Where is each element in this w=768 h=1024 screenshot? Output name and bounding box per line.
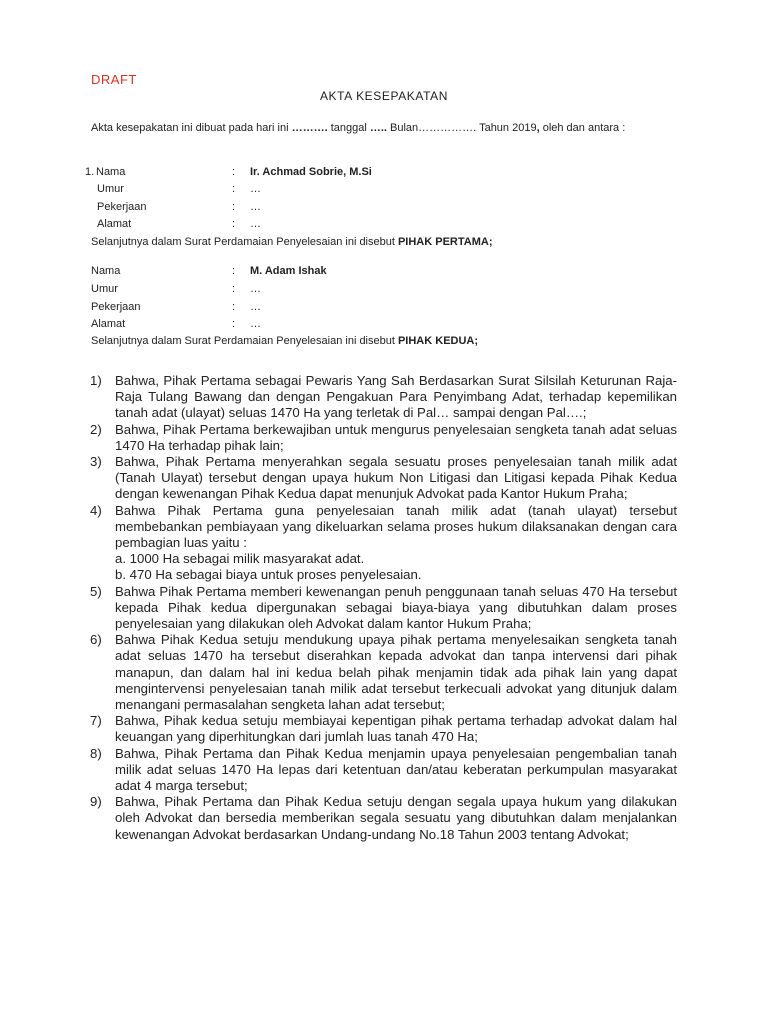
- party-1-umur-row: [0, 180, 768, 198]
- party-2-umur-value: …: [250, 283, 261, 295]
- clause-text: Bahwa, Pihak Pertama menyerahkan segala sesuatu proses penyelesaian tanah milik adat (Tanah Ulayat) tersebut dengan upaya hukum Non Litigasi dan Litigasi kepada Pihak Kedua dengan kewenangan Pihak Kedua dapat menunjuk Advokat pada Kantor Hukum Praha;: [115, 454, 677, 502]
- clause-number: 6): [90, 632, 102, 648]
- clause-number: 8): [90, 745, 102, 761]
- clause-9: [90, 794, 677, 843]
- party-1-number: 1.: [85, 166, 95, 178]
- party-2-nama-label: Nama: [91, 265, 121, 277]
- party-1-pekerjaan-value: …: [250, 201, 261, 213]
- clause-6: [90, 632, 677, 713]
- party-2-alamat-colon: :: [232, 318, 236, 330]
- clause-number: 7): [90, 713, 102, 729]
- clause-text: Bahwa, Pihak kedua setuju membiayai kepentigan pihak pertama terhadap advokat dalam hal keuangan yang diperhitungkan dari jumlah luas tanah 470 Ha;: [115, 713, 677, 745]
- party-1-alamat-value: …: [250, 218, 261, 230]
- party-2-pekerjaan-row: [0, 298, 768, 316]
- clause-2: [90, 422, 677, 454]
- clause-text: Bahwa, Pihak Pertama dan Pihak Kedua menjamin upaya penyelesaian pengembalian tanah milik adat seluas 1470 Ha lepas dari ketentuan dan/atau keberatan perkumpulan masyarakat adat 4 marga tersebut;: [115, 745, 677, 794]
- party-1-alamat-colon: :: [232, 218, 236, 230]
- party-2-alamat-row: [0, 315, 768, 333]
- intro-text-3: Bulan……………. Tahun 2019: [386, 122, 537, 134]
- clause-number: 2): [90, 421, 102, 437]
- party-2-designation-text: Selanjutnya dalam Surat Perdamaian Penyelesaian ini disebut: [91, 335, 398, 347]
- clause-number: 4): [90, 502, 102, 518]
- clause-text: Bahwa Pihak Kedua setuju mendukung upaya pihak pertama menyelesaikan sengketa tanah adat seluas 1470 ha tersebut diserahkan kepada advokat dan tanpa intervensi dari pihak manapun, dan dalam hal ini kedua belah pihak menjamin tidak ada pihak lain yang dapat mengintervensi penyelesaian tanah milik adat tersebut terkecuali advokat yang ditunjuk dalam menangani permasalahan sengketa lahan adat tersebut;: [115, 632, 677, 713]
- party-2-umur-colon: :: [232, 283, 236, 295]
- party-2-nama-colon: :: [232, 265, 236, 277]
- party-2-pekerjaan-value: …: [250, 301, 261, 313]
- document-title: AKTA KESEPAKATAN: [319, 89, 449, 103]
- intro-text-2: tanggal: [327, 122, 370, 134]
- intro-comma: ,: [536, 122, 540, 134]
- party-2-pekerjaan-colon: :: [232, 301, 236, 313]
- party-1-umur-value: …: [250, 183, 261, 195]
- party-1-designation-bold: PIHAK PERTAMA;: [397, 236, 493, 248]
- clause-5: [90, 584, 677, 633]
- clause-3: [90, 454, 677, 503]
- clause-7: [90, 713, 677, 745]
- party-2-nama-row: [0, 262, 768, 280]
- party-2-umur-row: [0, 280, 768, 298]
- draft-label: DRAFT: [91, 72, 137, 87]
- clause-4-sub-a: a. 1000 Ha sebagai milik masyarakat adat.: [115, 551, 365, 567]
- party-1-nama-colon: :: [232, 166, 236, 178]
- clause-number: 9): [90, 794, 102, 810]
- intro-blank-date: …..: [369, 122, 387, 134]
- party-1-designation: [91, 236, 492, 248]
- party-2-alamat-value: …: [250, 318, 261, 330]
- intro-text-4: oleh dan antara :: [539, 122, 626, 134]
- party-2-alamat-label: Alamat: [91, 318, 126, 330]
- party-1-nama-row: [0, 163, 768, 181]
- party-2-designation-bold: PIHAK KEDUA;: [397, 335, 479, 347]
- party-1-alamat-row: [0, 215, 768, 233]
- clause-list: [90, 373, 677, 843]
- party-1-designation-text: Selanjutnya dalam Surat Perdamaian Penyelesaian ini disebut: [91, 236, 398, 248]
- party-1-umur-colon: :: [232, 183, 236, 195]
- clause-text: Bahwa, Pihak Pertama sebagai Pewaris Yang Sah Berdasarkan Surat Silsilah Keturunan Raja-Raja Tulang Bawang dan dengan Pengakuan Para Penyimbang Adat, terhadap kepemilikan tanah adat (ulayat) seluas 1470 Ha yang terletak di Pal… sampai dengan Pal….;: [115, 373, 677, 421]
- party-1-umur-label: Umur: [97, 183, 124, 195]
- intro-paragraph: [91, 120, 679, 137]
- clause-4-sub-b: b. 470 Ha sebagai biaya untuk proses penyelesaian.: [115, 567, 422, 583]
- party-2-designation: [91, 335, 478, 347]
- party-1-pekerjaan-label: Pekerjaan: [97, 201, 147, 213]
- party-1-nama-value: Ir. Achmad Sobrie, M.Si: [250, 166, 372, 178]
- intro-blank-day: ……….: [291, 122, 328, 134]
- clause-8: [90, 746, 677, 795]
- clause-1: [90, 373, 677, 422]
- intro-text-1: Akta kesepakatan ini dibuat pada hari ini: [91, 122, 292, 134]
- party-2-pekerjaan-label: Pekerjaan: [91, 301, 141, 313]
- clause-text: Bahwa, Pihak Pertama berkewajiban untuk mengurus penyelesaian sengketa tanah adat seluas 1470 Ha terhadap pihak lain;: [115, 421, 677, 453]
- party-1-alamat-label: Alamat: [97, 218, 132, 230]
- clause-text: Bahwa Pihak Pertama memberi kewenangan penuh penggunaan tanah seluas 470 Ha tersebut kepada Pihak kedua dipergunakan sebagai biaya-biaya yang dibutuhkan dalam proses penyelesaian yang dilakukan oleh Advokat dalam kantor Hukum Praha;: [115, 583, 677, 632]
- party-2-nama-value: M. Adam Ishak: [250, 265, 327, 277]
- party-1-nama-label: Nama: [96, 166, 126, 178]
- clause-number: 1): [90, 373, 102, 388]
- clause-4: [90, 503, 677, 584]
- party-1-pekerjaan-colon: :: [232, 201, 236, 213]
- party-2-umur-label: Umur: [91, 283, 118, 295]
- clause-number: 3): [90, 454, 102, 470]
- clause-text: Bahwa, Pihak Pertama dan Pihak Kedua setuju dengan segala upaya hukum yang dilakukan oleh Advokat dan bersedia memberikan segala sesuatu yang dibutuhkan dalam menjalankan kewenangan Advokat berdasarkan Undang-undang No.18 Tahun 2003 tentang Advokat;: [115, 794, 677, 842]
- clause-number: 5): [90, 583, 102, 599]
- party-1-pekerjaan-row: [0, 198, 768, 216]
- clause-text: Bahwa Pihak Pertama guna penyelesaian tanah milik adat (tanah ulayat) tersebut membebankan pembiayaan yang dikeluarkan selama proses hukum dilaksanakan dengan cara pembagian luas yaitu :: [115, 502, 677, 551]
